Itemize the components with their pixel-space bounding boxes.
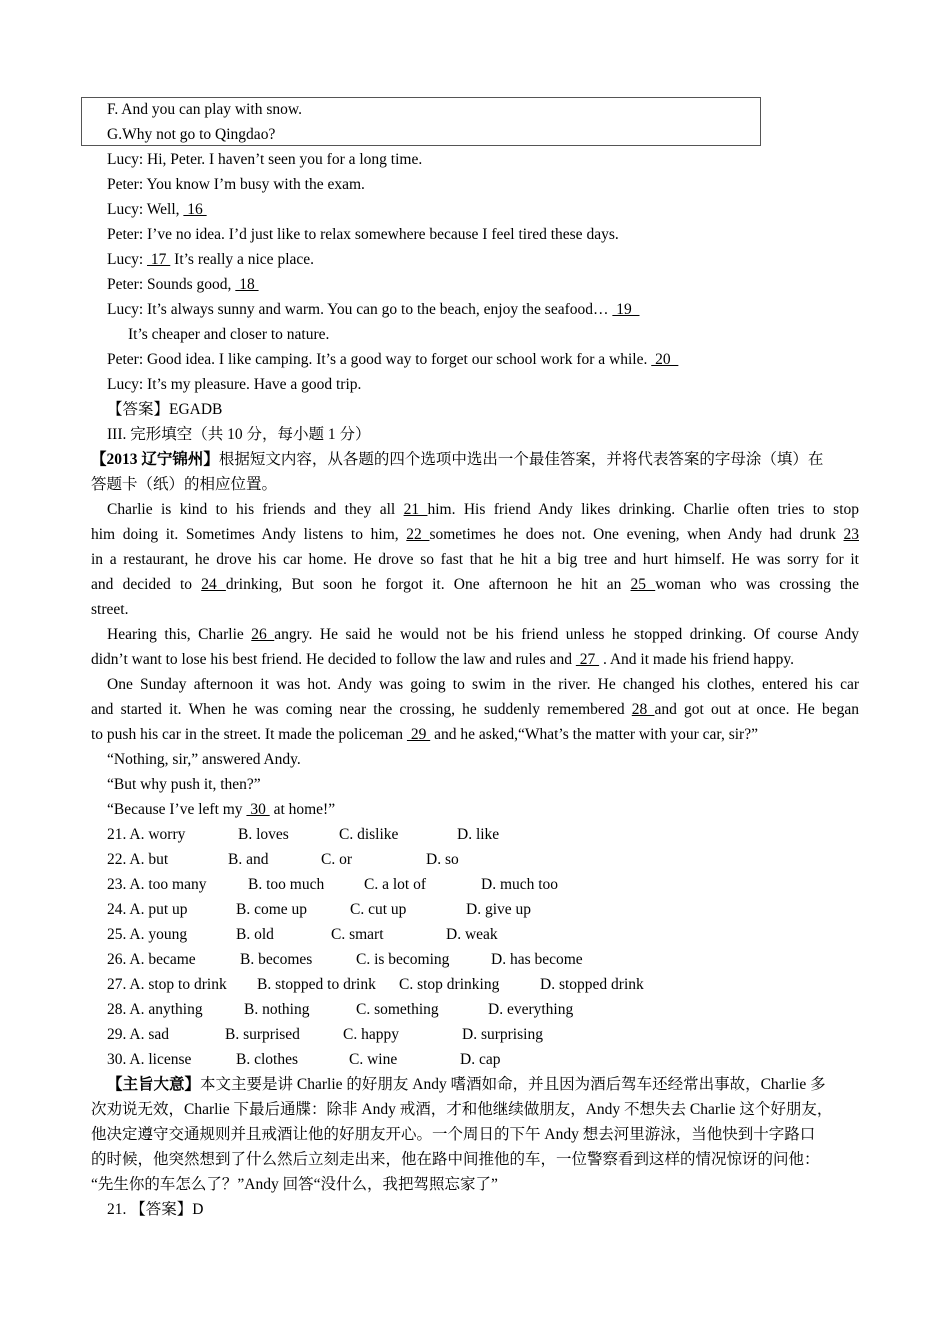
summary-line: 次劝说无效，Charlie 下最后通牒：除非 Andy 戒酒，才和他继续做朋友，Andy 不想失去 Charlie 这个好朋友， — [91, 1101, 833, 1118]
option-a: 25. A. young — [107, 926, 188, 943]
passage-text: “Because I’ve left my — [107, 801, 247, 818]
summary-text: 本文主要是讲 Charlie 的好朋友 Andy 嗜酒如命，并且因为酒后驾车还经常出事故，Charlie 多 — [200, 1076, 826, 1093]
option-c: C. is becoming — [356, 951, 450, 968]
option-b: B. surprised — [225, 1026, 300, 1043]
passage-text: didn’t want to lose his best friend. He decided to follow the law and rules and — [91, 651, 576, 668]
box-option-f: F. And you can play with snow. — [107, 101, 302, 118]
passage-text: . And it made his friend happy. — [599, 651, 794, 668]
instruction-line — [91, 450, 823, 470]
option-d: D. give up — [466, 901, 532, 918]
dialogue-line — [107, 250, 314, 270]
blank-21: 21 — [403, 501, 428, 518]
option-d: D. cap — [460, 1051, 501, 1068]
blank-23: 23 — [843, 526, 859, 543]
dialogue-line: Peter: You know I’m busy with the exam. — [107, 176, 365, 193]
summary-line: 的时候，他突然想到了什么然后立刻走出来，他在路中间推他的车，一位警察看到这样的情况惊讶的问他： — [91, 1151, 820, 1168]
dialogue-text: It’s really a nice place. — [170, 251, 315, 268]
blank-16: 16 — [183, 201, 207, 218]
quote-line: “Nothing, sir,” answered Andy. — [107, 751, 301, 768]
option-a: 30. A. license — [107, 1051, 192, 1068]
option-b: B. too much — [248, 876, 325, 893]
passage-line: in a restaurant, he drove his car home. He drove so fast that he hit a big tree and hurt himself. He was sorry for it — [91, 551, 859, 568]
dialogue-line: Lucy: It’s my pleasure. Have a good trip. — [107, 376, 362, 393]
passage-text: to push his car in the street. It made the policeman — [91, 726, 407, 743]
dialogue-text: Peter: Good idea. I like camping. It’s a good way to forget our school work for a while. — [107, 351, 652, 368]
option-b: B. clothes — [236, 1051, 298, 1068]
quote-line: “But why push it, then?” — [107, 776, 261, 793]
option-c: C. dislike — [339, 826, 399, 843]
option-c: C. or — [321, 851, 352, 868]
passage-text: and he asked,“What’s the matter with your car, sir?” — [430, 726, 758, 743]
passage-text: at home!” — [269, 801, 336, 818]
blank-22: 22 — [406, 526, 430, 543]
answer-line: 【答案】EGADB — [107, 401, 223, 418]
blank-20: 20 — [651, 351, 679, 368]
passage-text: and decided to — [91, 576, 202, 593]
option-d: D. like — [457, 826, 500, 843]
passage-text: him doing it. Sometimes Andy listens to him, — [91, 526, 407, 543]
dialogue-line: Lucy: Hi, Peter. I haven’t seen you for a long time. — [107, 151, 423, 168]
dialogue-line: It’s cheaper and closer to nature. — [128, 326, 330, 343]
option-a: 27. A. stop to drink — [107, 976, 227, 993]
dialogue-text: Lucy: It’s always sunny and warm. You can go to the beach, enjoy the seafood… — [107, 301, 613, 318]
option-d: D. everything — [488, 1001, 574, 1018]
summary-label: 【主旨大意】 — [107, 1076, 201, 1093]
blank-29: 29 — [406, 726, 431, 743]
instruction-line: 答题卡（纸）的相应位置。 — [91, 476, 278, 493]
dialogue-line — [107, 200, 207, 220]
passage-text: Charlie is kind to his friends and they all — [107, 501, 404, 518]
passage-text: drinking, But soon he forgot it. One afternoon he hit an — [225, 576, 631, 593]
blank-28: 28 — [631, 701, 655, 718]
dialogue-text: Peter: Sounds good, — [107, 276, 236, 293]
option-d: D. much too — [481, 876, 559, 893]
passage-text: him. His friend Andy likes drinking. Charlie often tries to stop — [427, 501, 860, 518]
dialogue-line: Peter: I’ve no idea. I’d just like to relax somewhere because I feel tired these days. — [107, 226, 619, 243]
passage-line: One Sunday afternoon it was hot. Andy was going to swim in the river. He changed his clothes, entered his car — [107, 676, 859, 693]
passage-text: and got out at once. He began — [654, 701, 859, 718]
passage-line — [91, 525, 859, 545]
summary-line — [107, 1075, 826, 1095]
option-c: C. stop drinking — [399, 976, 500, 993]
option-a: 26. A. became — [107, 951, 196, 968]
passage-line — [107, 625, 859, 645]
quote-line — [107, 800, 335, 820]
passage-line — [91, 700, 859, 720]
blank-19: 19 — [612, 301, 640, 318]
option-b: B. and — [228, 851, 269, 868]
blank-25: 25 — [630, 576, 656, 593]
option-c: C. a lot of — [364, 876, 426, 893]
passage-line: street. — [91, 601, 129, 618]
blank-24: 24 — [201, 576, 226, 593]
passage-text: and started it. When he was coming near the crossing, he suddenly remembered — [91, 701, 632, 718]
dialogue-text: Lucy: Well, — [107, 201, 184, 218]
option-b: B. becomes — [240, 951, 313, 968]
instruction-text: 根据短文内容，从各题的四个选项中选出一个最佳答案，并将代表答案的字母涂（填）在 — [218, 451, 824, 468]
option-a: 29. A. sad — [107, 1026, 169, 1043]
option-a: 28. A. anything — [107, 1001, 203, 1018]
option-b: B. loves — [238, 826, 289, 843]
option-c: C. wine — [349, 1051, 398, 1068]
passage-line — [107, 500, 859, 520]
passage-line — [91, 575, 859, 595]
dialogue-line — [107, 275, 259, 295]
option-d: D. has become — [491, 951, 583, 968]
option-c: C. happy — [343, 1026, 399, 1043]
summary-line: 他决定遵守交通规则并且戒酒让他的好朋友开心。一个周日的下午 Andy 想去河里游泳，当他快到十字路口 — [91, 1126, 816, 1143]
option-b: B. stopped to drink — [257, 976, 376, 993]
section-heading: III. 完形填空（共 10 分，每小题 1 分） — [107, 426, 371, 443]
dialogue-text: Lucy: — [107, 251, 148, 268]
option-a: 22. A. but — [107, 851, 169, 868]
option-a: 24. A. put up — [107, 901, 188, 918]
blank-17: 17 — [147, 251, 171, 268]
answer-line: 21. 【答案】D — [107, 1201, 204, 1218]
option-c: C. cut up — [350, 901, 407, 918]
passage-text: woman who was crossing the — [655, 576, 859, 593]
option-a: 23. A. too many — [107, 876, 207, 893]
blank-26: 26 — [251, 626, 275, 643]
option-b: B. nothing — [244, 1001, 310, 1018]
option-d: D. so — [426, 851, 459, 868]
blank-30: 30 — [246, 801, 270, 818]
option-d: D. weak — [446, 926, 498, 943]
blank-18: 18 — [235, 276, 259, 293]
option-d: D. stopped drink — [540, 976, 644, 993]
passage-line — [91, 650, 794, 670]
passage-text: angry. He said he would not be his friend unless he stopped drinking. Of course Andy — [274, 626, 859, 643]
option-a: 21. A. worry — [107, 826, 186, 843]
summary-line: “先生你的车怎么了？”Andy 回答“没什么，我把驾照忘家了” — [91, 1176, 498, 1193]
option-c: C. smart — [331, 926, 384, 943]
option-b: B. old — [236, 926, 274, 943]
passage-text: sometimes he does not. One evening, when Andy had drunk — [429, 526, 844, 543]
dialogue-line — [107, 300, 640, 320]
option-c: C. something — [356, 1001, 439, 1018]
option-d: D. surprising — [462, 1026, 543, 1043]
dialogue-line — [107, 350, 678, 370]
passage-text: Hearing this, Charlie — [107, 626, 252, 643]
passage-line — [91, 725, 758, 745]
source-tag: 【2013 辽宁锦州】 — [91, 451, 219, 468]
box-option-g: G.Why not go to Qingdao? — [107, 126, 276, 143]
option-b: B. come up — [236, 901, 308, 918]
blank-27: 27 — [575, 651, 600, 668]
